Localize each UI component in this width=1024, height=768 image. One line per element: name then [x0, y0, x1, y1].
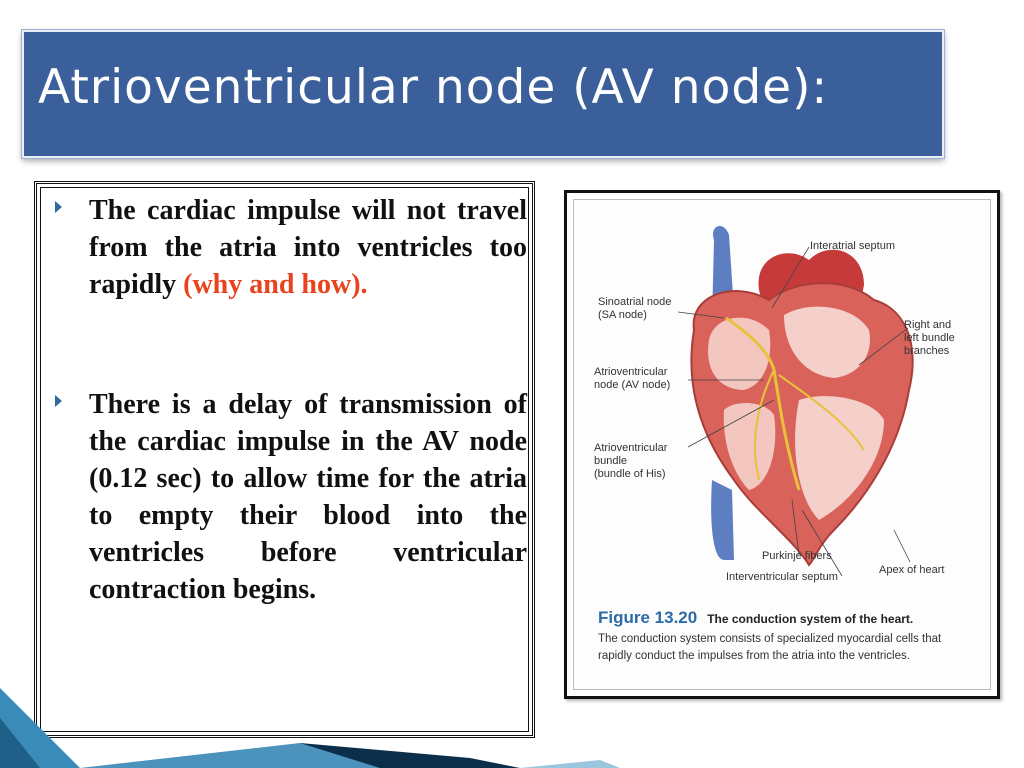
bullet-1-highlight: (why and how).	[183, 269, 368, 300]
slide-title: Atrioventricular node (AV node):	[38, 60, 829, 115]
bullet-item-2	[55, 386, 527, 608]
bullet-2-text: There is a delay of transmission of the cardiac impulse in the AV node (0.12 sec) to allow time for the atria to empty their blood into the ventricles before ventricular contraction begins.	[89, 389, 527, 605]
heart-figure	[564, 190, 1000, 699]
label-interventricular-septum: Interventricular septum	[726, 571, 838, 583]
left-ventricle	[795, 396, 884, 520]
label-av-bundle: Atrioventricular bundle (bundle of His)	[594, 442, 668, 480]
figure-caption-title: The conduction system of the heart.	[707, 612, 914, 626]
bullet-arrow-icon	[55, 395, 62, 407]
figure-number: Figure 13.20 The conduction system of the heart.	[598, 608, 914, 627]
title-banner	[22, 30, 944, 158]
bullet-1-text: The cardiac impulse will not travel from the atria into ventricles too rapidly	[89, 195, 527, 300]
label-interatrial-septum: Interatrial septum	[810, 240, 895, 252]
figure-caption-body: The conduction system consists of specialized myocardial cells that rapidly conduct the impulses from the atria into the ventricles.	[598, 633, 942, 662]
label-purkinje-fibers: Purkinje fibers	[762, 550, 832, 562]
label-bundle-branches: Right and left bundle branches	[904, 319, 955, 357]
bullet-arrow-icon	[55, 201, 62, 213]
inferior-vena-cava	[711, 480, 734, 560]
bullet-item-1	[55, 192, 527, 303]
label-apex: Apex of heart	[879, 564, 945, 576]
corner-decoration	[0, 648, 620, 768]
label-sa-node: Sinoatrial node (SA node)	[598, 296, 672, 321]
label-av-node: Atrioventricular node (AV node)	[594, 366, 671, 391]
